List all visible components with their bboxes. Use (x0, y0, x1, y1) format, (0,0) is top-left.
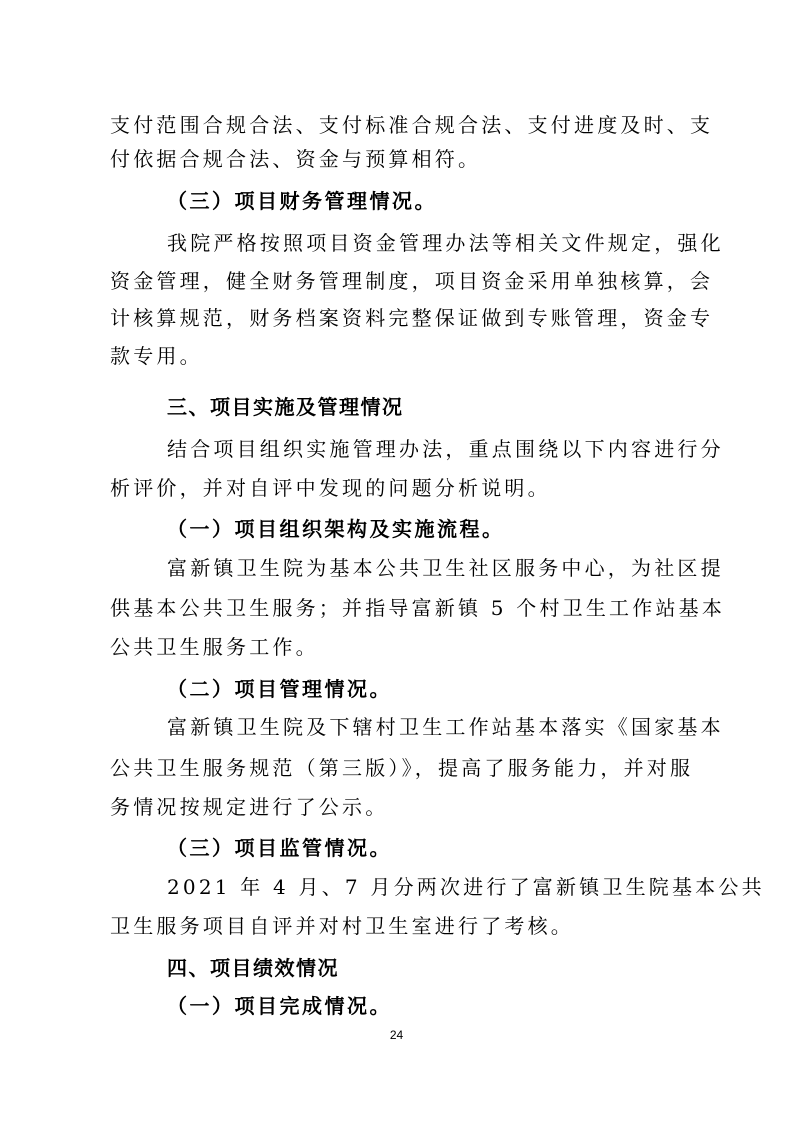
paragraph-line: 公共卫生服务工作。 (110, 635, 319, 659)
paragraph-line: 富新镇卫生院为基本公共卫生社区服务中心，为社区提 (167, 556, 724, 580)
paragraph-line: 2021 年 4 月、7 月分两次进行了富新镇卫生院基本公共 (167, 875, 765, 899)
paragraph-line: 析评价，并对自评中发现的问题分析说明。 (110, 476, 551, 500)
paragraph-line: 支付范围合规合法、支付标准合规合法、支付进度及时、支 (110, 113, 714, 137)
paragraph-line: 我院严格按照项目资金管理办法等相关文件规定，强化 (167, 231, 724, 255)
page-number: 24 (389, 1028, 404, 1042)
paragraph-line: 富新镇卫生院及下辖村卫生工作站基本落实《国家基本 (167, 715, 724, 739)
subsection-heading: （一）项目完成情况。 (167, 994, 392, 1018)
paragraph-line: 款专用。 (110, 344, 203, 368)
subsection-heading: （三）项目监管情况。 (167, 836, 392, 860)
paragraph-line: 资金管理，健全财务管理制度，项目资金采用单独核算，会 (110, 269, 714, 293)
paragraph-line: 供基本公共卫生服务；并指导富新镇 5 个村卫生工作站基本 (110, 596, 726, 620)
paragraph-line: 务情况按规定进行了公示。 (110, 795, 389, 819)
paragraph-line: 卫生服务项目自评并对村卫生室进行了考核。 (110, 914, 574, 938)
section-heading: 三、项目实施及管理情况 (167, 395, 404, 419)
paragraph-line: 付依据合规合法、资金与预算相符。 (110, 147, 482, 171)
paragraph-line: 公共卫生服务规范（第三版）》，提高了服务能力，并对服 (110, 756, 694, 780)
subsection-heading: （二）项目管理情况。 (167, 677, 392, 701)
paragraph-line: 计核算规范，财务档案资料完整保证做到专账管理，资金专 (110, 306, 714, 330)
subsection-heading: （三）项目财务管理情况。 (167, 189, 437, 213)
section-heading: 四、项目绩效情况 (167, 956, 339, 980)
paragraph-line: 结合项目组织实施管理办法，重点围绕以下内容进行分 (167, 437, 724, 461)
subsection-heading: （一）项目组织架构及实施流程。 (167, 517, 505, 541)
